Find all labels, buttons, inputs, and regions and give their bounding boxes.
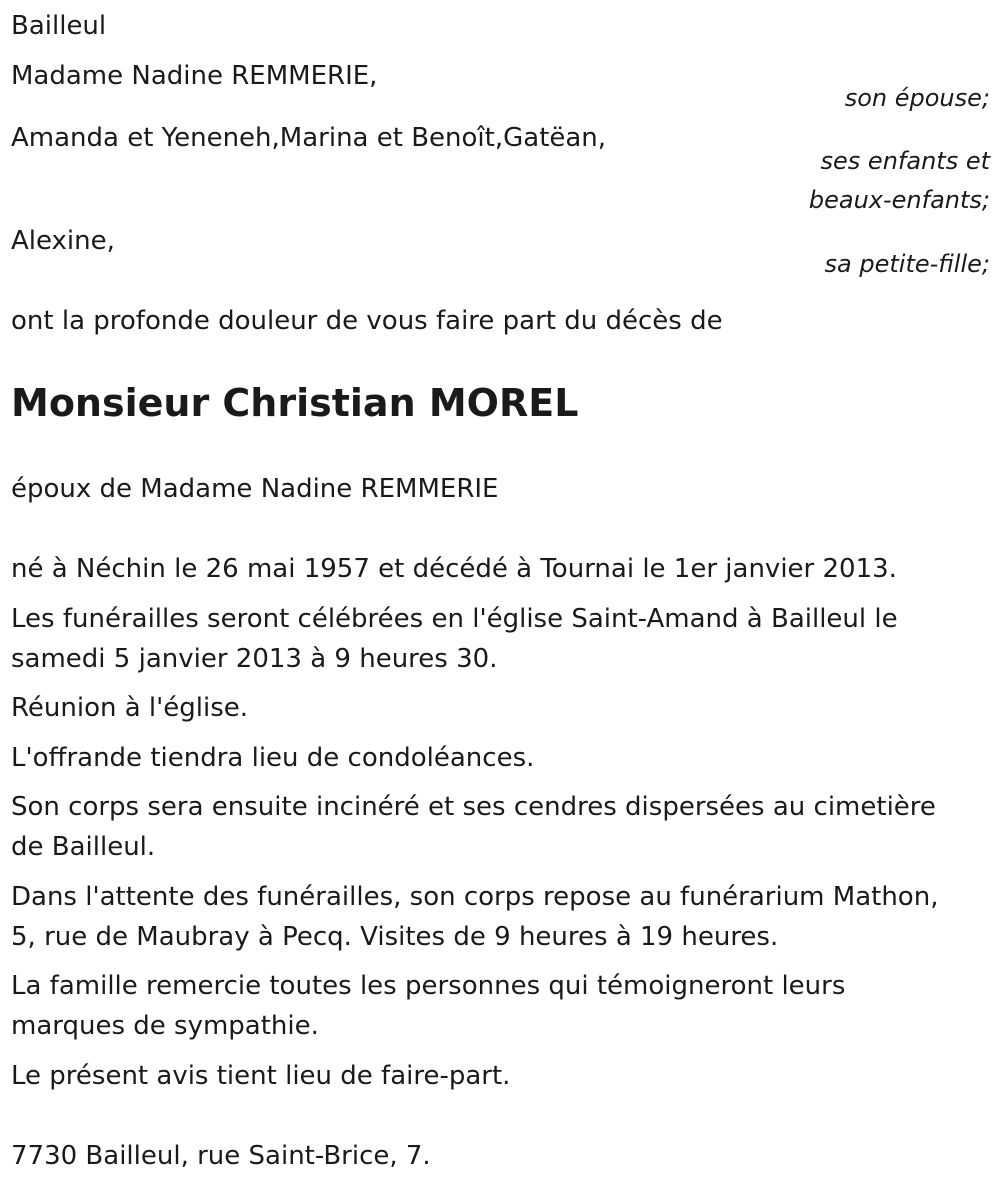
funeral-line-2: samedi 5 janvier 2013 à 9 heures 30. [11,644,498,674]
funeral-line-1: Les funérailles seront célébrées en l'église Saint-Amand à Bailleul le [11,604,898,634]
spouse-line: époux de Madame Nadine REMMERIE [11,474,499,504]
relative-children-names: Amanda et Yeneneh,Marina et Benoît,Gatëan, [11,123,607,153]
viewing-line-1: Dans l'attente des funérailles, son corps repose au funérarium Mathon, [11,882,939,912]
cremation-line-2: de Bailleul. [11,832,156,862]
notice-line: Le présent avis tient lieu de faire-part. [11,1061,511,1091]
offering-line: L'offrande tiendra lieu de condoléances. [11,743,535,773]
birth-death-line: né à Néchin le 26 mai 1957 et décédé à Tournai le 1er janvier 2013. [11,554,897,584]
thanks-line-1: La famille remercie toutes les personnes qui témoigneront leurs [11,971,846,1001]
thanks-line-2: marques de sympathie. [11,1011,319,1041]
meeting-line: Réunion à l'église. [11,693,249,723]
relative-spouse-relation: son épouse; [844,84,990,112]
relative-children-relation-line-2: beaux-enfants; [808,186,990,214]
announcement-text: ont la profonde douleur de vous faire part du décès de [11,306,723,336]
relative-granddaughter-relation: sa petite-fille; [824,250,990,278]
relative-spouse-names: Madame Nadine REMMERIE, [11,61,378,91]
city-heading: Bailleul [11,11,107,41]
relative-children-relation-line-1: ses enfants et [820,147,990,175]
deceased-name: Monsieur Christian MOREL [11,381,579,425]
relative-granddaughter-names: Alexine, [11,226,115,256]
cremation-line-1: Son corps sera ensuite incinéré et ses cendres dispersées au cimetière [11,792,936,822]
address-line: 7730 Bailleul, rue Saint-Brice, 7. [11,1141,431,1171]
viewing-line-2: 5, rue de Maubray à Pecq. Visites de 9 heures à 19 heures. [11,922,779,952]
